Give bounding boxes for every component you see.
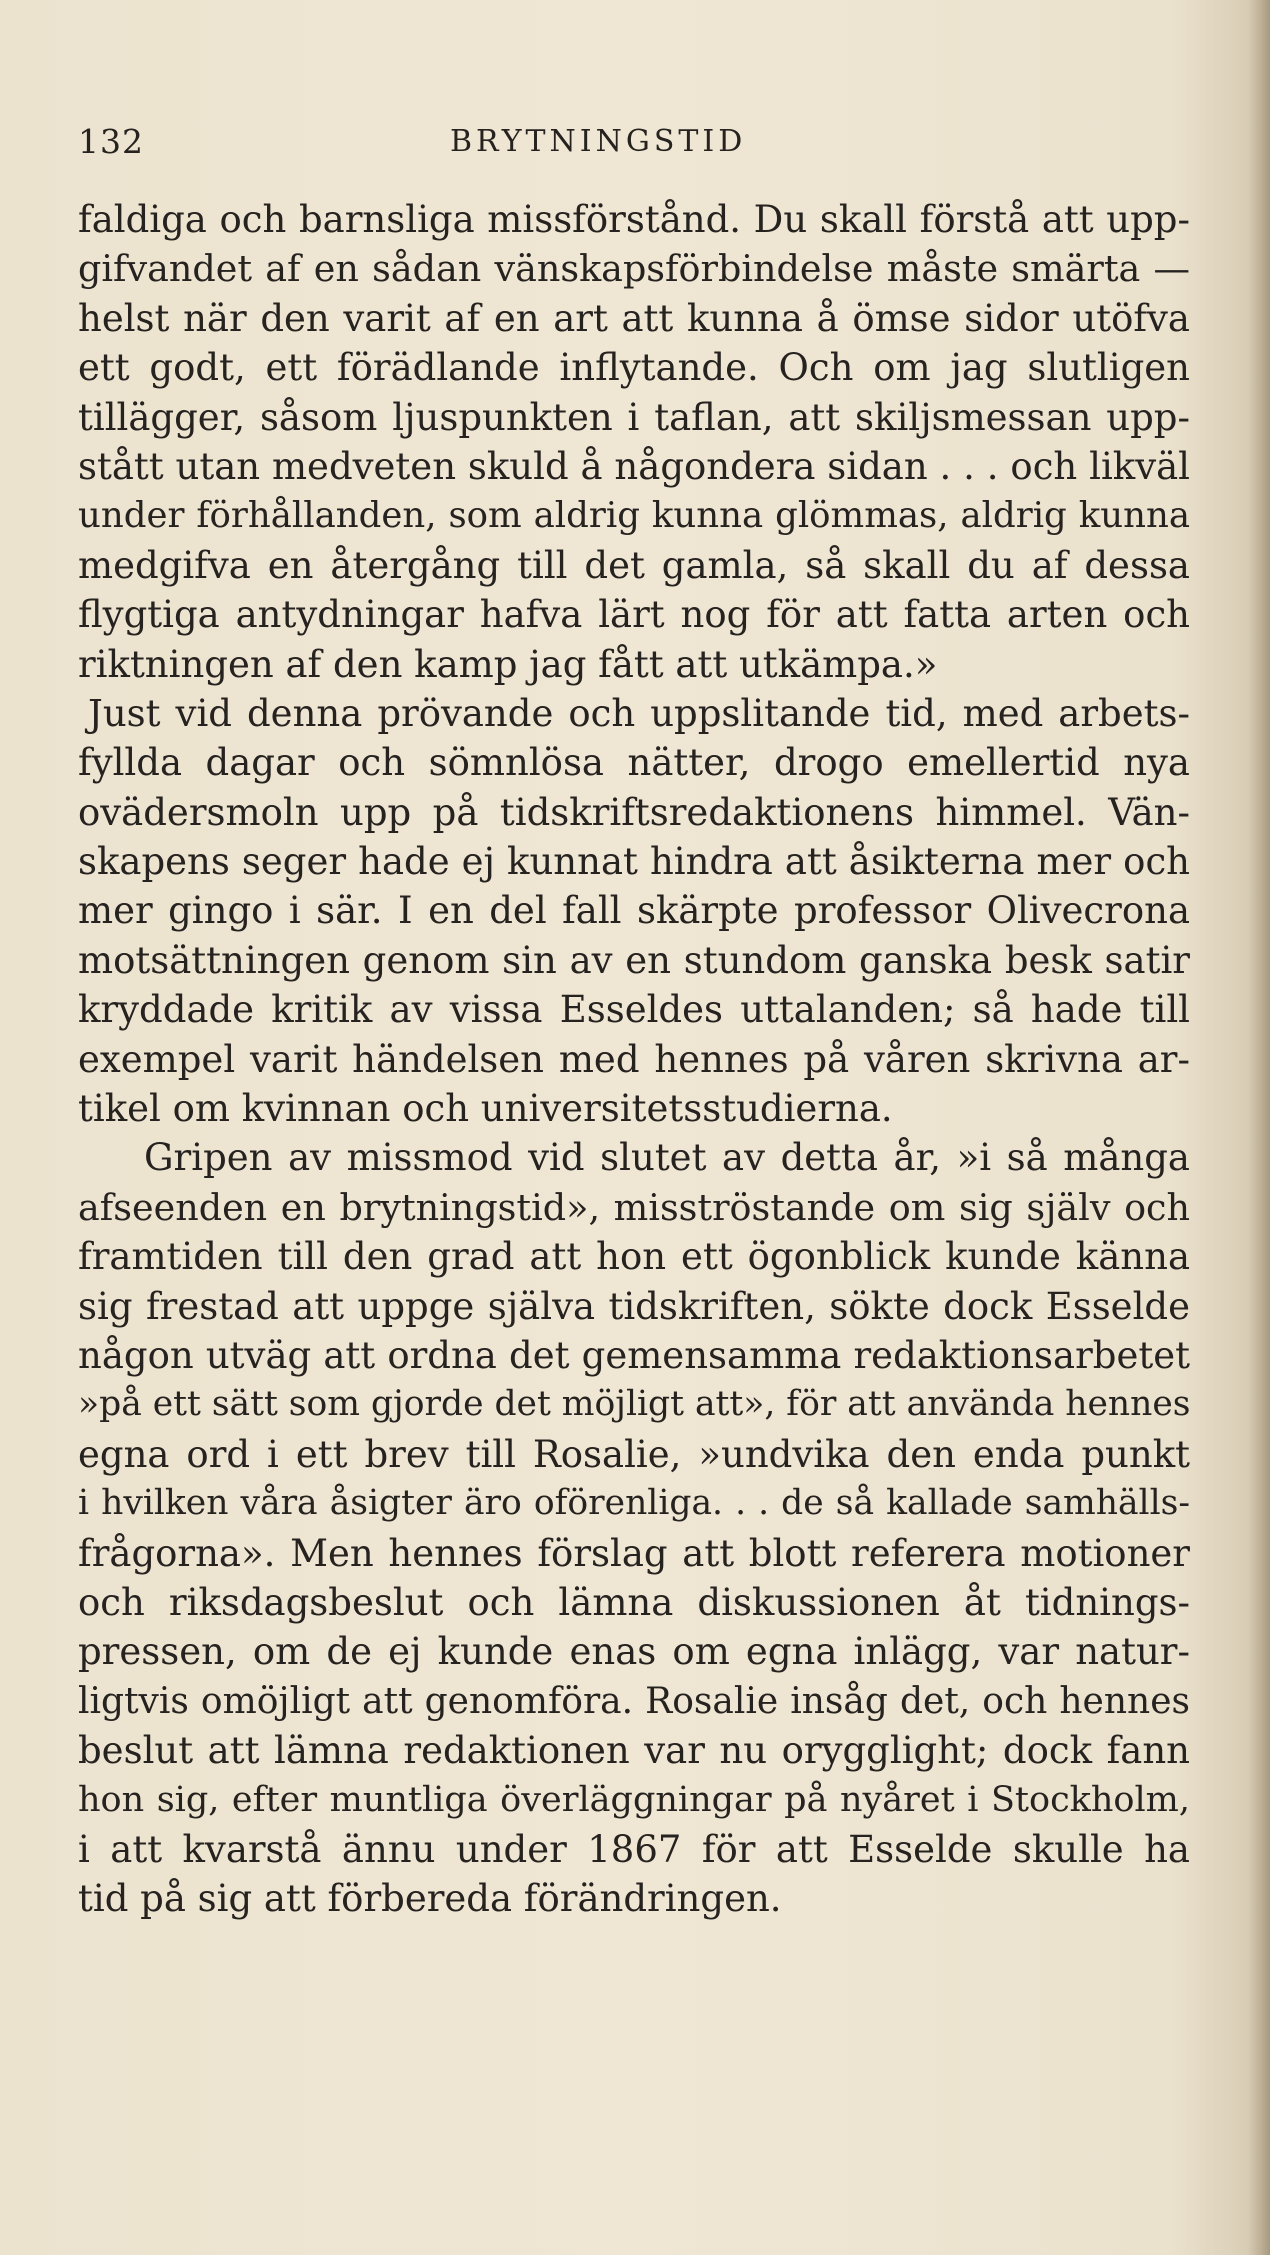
text-line: och riksdagsbeslut och lämna diskussionen åt tidnings- — [78, 1580, 1190, 1624]
text-line: gifvandet af en sådan vänskapsförbindelse måste smärta — — [78, 247, 1190, 291]
text-line: motsättningen genom sin av en stundom ganska besk satir — [78, 938, 1190, 982]
text-line: framtiden till den grad att hon ett ögonblick kunde känna — [78, 1235, 1190, 1279]
text-line: ovädersmoln upp på tidskriftsredaktionens himmel. Vän- — [78, 790, 1190, 834]
page-edge-shadow — [1248, 0, 1270, 2255]
body-text — [78, 195, 1190, 1924]
text-line: fyllda dagar och sömnlösa nätter, drogo emellertid nya — [78, 741, 1190, 785]
paragraph-start-line: Gripen av missmod vid slutet av detta år, »i så många — [144, 1136, 1190, 1180]
text-line: egna ord i ett brev till Rosalie, »undvika den enda punkt — [78, 1432, 1190, 1476]
running-title: BRYTNINGSTID — [450, 124, 747, 159]
text-line: i hvilken våra åsigter äro oförenliga. . . de så kallade samhälls- — [78, 1483, 1190, 1524]
text-line: under förhållanden, som aldrig kunna glömmas, aldrig kunna — [78, 495, 1190, 537]
text-line: kryddade kritik av vissa Esseldes uttalanden; så hade till — [78, 988, 1190, 1032]
text-line: helst när den varit af en art att kunna å ömse sidor utöfva — [78, 296, 1190, 340]
text-line: flygtiga antydningar hafva lärt nog för att fatta arten och — [78, 593, 1190, 637]
text-line: tillägger, såsom ljuspunkten i taflan, att skiljsmessan upp- — [78, 395, 1190, 439]
text-line: afseenden en brytningstid», misströstande om sig själv och — [78, 1185, 1190, 1229]
page-number: 132 — [78, 122, 144, 161]
text-line: medgifva en återgång till det gamla, så skall du af dessa — [78, 543, 1190, 587]
text-line: hon sig, efter muntliga överläggningar på nyåret i Stockholm, — [78, 1779, 1190, 1820]
text-line: exempel varit händelsen med hennes på våren skrivna ar- — [78, 1037, 1190, 1081]
text-line: stått utan medveten skuld å någondera sidan . . . och likväl — [78, 444, 1190, 488]
text-line: tid på sig att förbereda förändringen. — [78, 1877, 782, 1921]
text-line: i att kvarstå ännu under 1867 för att Esselde skulle ha — [78, 1827, 1190, 1871]
text-line: mer gingo i sär. I en del fall skärpte professor Olivecrona — [78, 889, 1190, 933]
page-header — [78, 122, 1188, 162]
text-line: ligtvis omöjligt att genomföra. Rosalie insåg det, och hennes — [78, 1680, 1190, 1722]
text-line: frågorna». Men hennes förslag att blott referera motioner — [78, 1531, 1190, 1575]
text-line: tikel om kvinnan och universitetsstudierna. — [78, 1087, 893, 1131]
text-line: någon utväg att ordna det gemensamma redaktionsarbetet — [78, 1333, 1190, 1377]
paragraph-start-line: Just vid denna prövande och uppslitande tid, med arbets- — [88, 691, 1190, 735]
text-line: »på ett sätt som gjorde det möjligt att», för att använda hennes — [78, 1384, 1191, 1425]
text-line: riktningen af den kamp jag fått att utkämpa.» — [78, 642, 938, 686]
text-line: pressen, om de ej kunde enas om egna inlägg, var natur- — [78, 1630, 1190, 1674]
text-line: faldiga och barnsliga missförstånd. Du skall förstå att upp- — [78, 198, 1190, 241]
text-line: skapens seger hade ej kunnat hindra att åsikterna mer och — [78, 840, 1190, 884]
text-line: sig frestad att uppge själva tidskriften, sökte dock Esselde — [78, 1284, 1190, 1328]
text-line: ett godt, ett förädlande inflytande. Och om jag slutligen — [78, 346, 1190, 390]
text-line: beslut att lämna redaktionen var nu orygglight; dock fann — [78, 1729, 1190, 1773]
